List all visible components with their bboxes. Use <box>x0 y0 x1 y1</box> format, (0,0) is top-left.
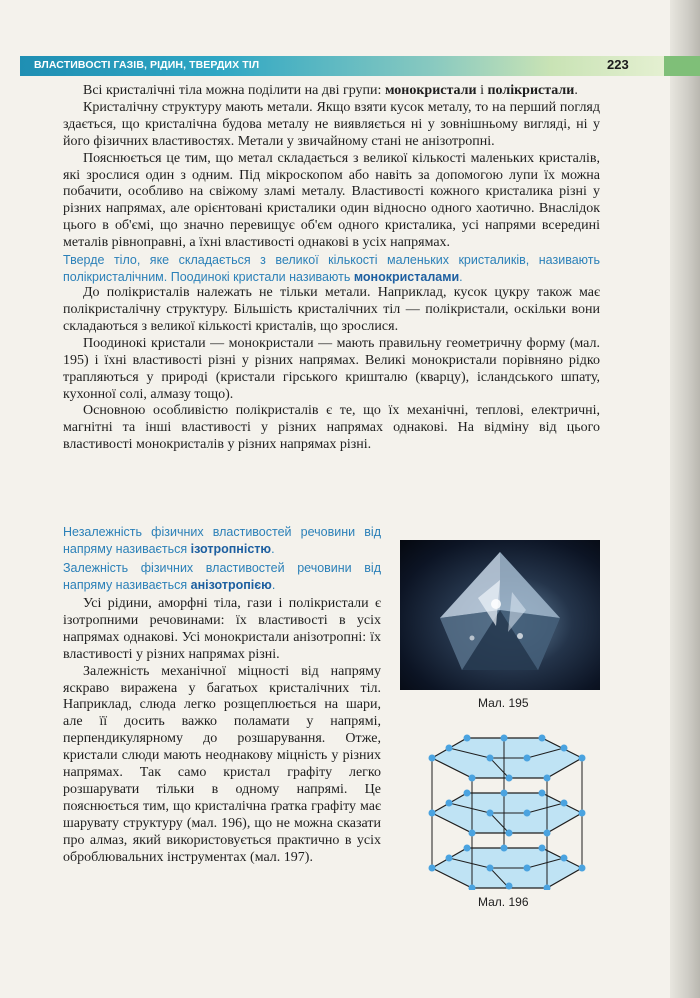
header-tab <box>664 56 700 76</box>
graphite-lattice-diagram <box>412 730 602 890</box>
narrow-column <box>63 524 381 867</box>
definition-polycrystal: Тверде тіло, яке складається з великої кількості маленьких кристаликів, називають полікристалічним. Поодинокі кристали називають монокристалами. <box>63 253 600 284</box>
graphite-lattice <box>412 730 602 890</box>
paragraph-4: До полікристалів належать не тільки метали. Наприклад, кусок цукру також має полікристалічну структуру. Більшість кристалічних тіл — полікристали, оскільки вони складаються з великої кількості кристалів, що зрослися. <box>63 285 600 334</box>
term-monocrystals: монокристали <box>384 83 477 98</box>
term-isotropy: ізотропністю <box>190 541 272 556</box>
chapter-header <box>20 56 684 76</box>
definition-anisotropy: Залежність фізичних властивостей речовини від напряму називається анізотропією. <box>63 561 381 592</box>
term-anisotropy: анізотропією <box>190 577 272 592</box>
figure-195-caption: Мал. 195 <box>478 696 529 710</box>
term-polycrystals: полікристали <box>487 83 575 98</box>
paragraph-8: Залежність механічної міцності від напряму яскраво виражена у багатьох кристалічних тіл. Наприклад, слюда легко розщеплюється на шари, але її досить важко поламати у напрямі, перпендикулярному до розшарування. Отже, кристали слюди мають неоднакову міцність у різних напрямах. Так само кристал графіту легко розшарувати тільки в одному напрямі. Це пояснюється тим, що кристалічна ґратка графіту має шарувату структуру (мал. 196), що не можна сказати про алмаз, який використовується практично в усіх оброблювальних інструментах (мал. 197). <box>63 663 381 865</box>
paragraph-2: Кристалічну структуру мають метали. Якщо взяти кусок металу, то на перший погляд здається, що кристалічна будова металу не виявляється ні у зовнішньому вигляді, ні у його фізичних властивостях. Метали у звичайному стані не анізотропні. <box>63 99 600 149</box>
crystal-photo <box>400 540 600 690</box>
definition-isotropy: Незалежність фізичних властивостей речовини від напряму називається ізотропністю. <box>63 525 381 556</box>
paragraph-1: Всі кристалічні тіла можна поділити на дві групи: монокристали і полікристали. <box>83 83 578 98</box>
paragraph-6: Основною особливістю полікристалів є те, що їх механічні, теплові, електричні, магнітні та інші властивості у різних напрямах однакові. На відміну від цього властивості монокристалів у різних напрямах різні. <box>63 403 600 453</box>
main-text <box>63 83 600 454</box>
chapter-title: ВЛАСТИВОСТІ ГАЗІВ, РІДИН, ТВЕРДИХ ТІЛ <box>34 59 260 71</box>
figure-196-caption: Мал. 196 <box>478 895 529 909</box>
paragraph-5: Поодинокі кристали — монокристали — мають правильну геометричну форму (мал. 195) і їхні властивості різні у різних напрямах. Великі монокристали порівняно рідко трапляються у природі (кристали гірського кришталю (кварцу), ісландського шпату, кухонної солі, алмазу тощо). <box>63 335 600 402</box>
crystal-illustration <box>400 540 600 690</box>
term-monocrystals-def: монокристалами <box>353 269 460 284</box>
paragraph-3: Пояснюється це тим, що метал складається з великої кількості маленьких кристалів, які зрослися один з одним. Під мікроскопом або навіть за допомогою лупи їх можна побачити, особливо на свіжому зламі металу. Властивості кожного кристалика різні у різних напрямах, але орієнтовані кристалики один відносно одного хаотично. Внаслідок цього в об'ємі, що значно перевищує об'єм одного кристалика, усі напрями всередині металів рівноправні, а їхні властивості однакові в усіх напрямах. <box>63 150 600 251</box>
page-edge <box>670 0 700 998</box>
paragraph-7: Усі рідини, аморфні тіла, гази і полікристали є ізотропними речовинами: їх властивості в усіх напрямах однакові. Усі монокристали анізотропні: їх властивості у різних напрямах різні. <box>63 596 381 662</box>
page-number: 223 <box>607 57 629 72</box>
